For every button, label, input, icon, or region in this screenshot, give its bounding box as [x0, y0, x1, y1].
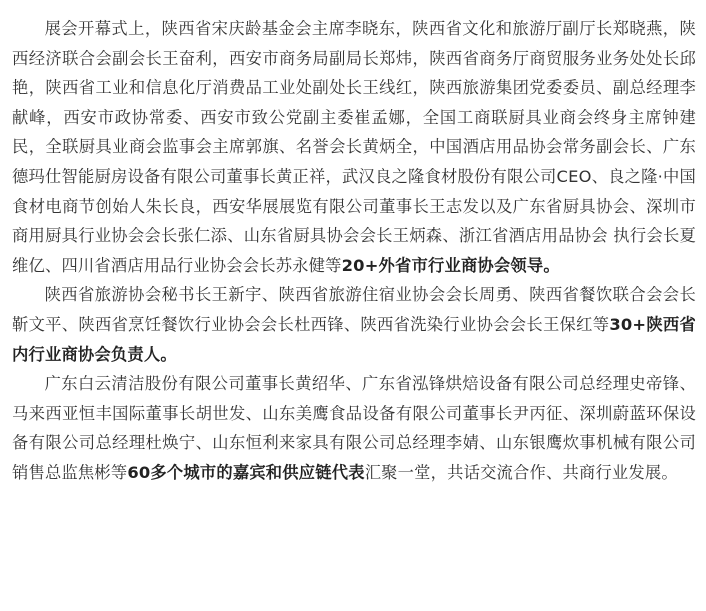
paragraph-opening-ceremony	[12, 14, 696, 280]
paragraph-text: 广东白云清洁股份有限公司董事长黄绍华、广东省泓锋烘焙设备有限公司总经理史帝锋、马来西亚恒丰国际董事长胡世发、山东美鹰食品设备有限公司董事长尹丙征、深圳蔚蓝环保设备有限公司总经理杜焕宁、山东恒利来家具有限公司总经理李婧、山东银鹰炊事机械有限公司销售总监焦彬等	[12, 374, 696, 482]
highlight-text: 60多个城市的嘉宾和供应链代表	[127, 462, 365, 482]
paragraph-text: 汇聚一堂，共话交流合作、共商行业发展。	[364, 462, 678, 482]
paragraph-guests	[12, 369, 696, 487]
paragraph-text: 陕西省旅游协会秘书长王新宇、陕西省旅游住宿业协会会长周勇、陕西省餐饮联合会会长靳文平、陕西省烹饪餐饮行业协会会长杜西锋、陕西省洗染行业协会会长王保红等	[12, 285, 696, 334]
paragraph-provincial-associations	[12, 280, 696, 369]
highlight-text: 30+陕西省内行业商协会负责人。	[12, 314, 696, 364]
highlight-text: 20+外省市行业商协会领导。	[341, 255, 560, 275]
paragraph-text: 展会开幕式上，陕西省宋庆龄基金会主席李晓东，陕西省文化和旅游厅副厅长郑晓燕，陕西经济联合会副会长王奋利，西安市商务局副局长郑炜，陕西省商务厅商贸服务业务处处长邱艳，陕西省工业和信息化厅消费品工业处副处长王线红，陕西旅游集团党委委员、副总经理李献峰，西安市政协常委、西安市致公党副主委崔孟娜，全国工商联厨具业商会终身主席钟建民，全联厨具业商会监事会主席郭旗、名誉会长黄炳全，中国酒店用品协会常务副会长、广东德玛仕智能厨房设备有限公司董事长黄正祥，武汉良之隆食材股份有限公司CEO、良之隆·中国食材电商节创始人朱长良，西安华展展览有限公司董事长王志发以及广东省厨具协会、深圳市商用厨具行业协会会长张仁添、山东省厨具协会会长王炳森、浙江省酒店用品协会 执行会长夏维亿、四川省酒店用品行业协会会长苏永健等	[12, 19, 696, 275]
